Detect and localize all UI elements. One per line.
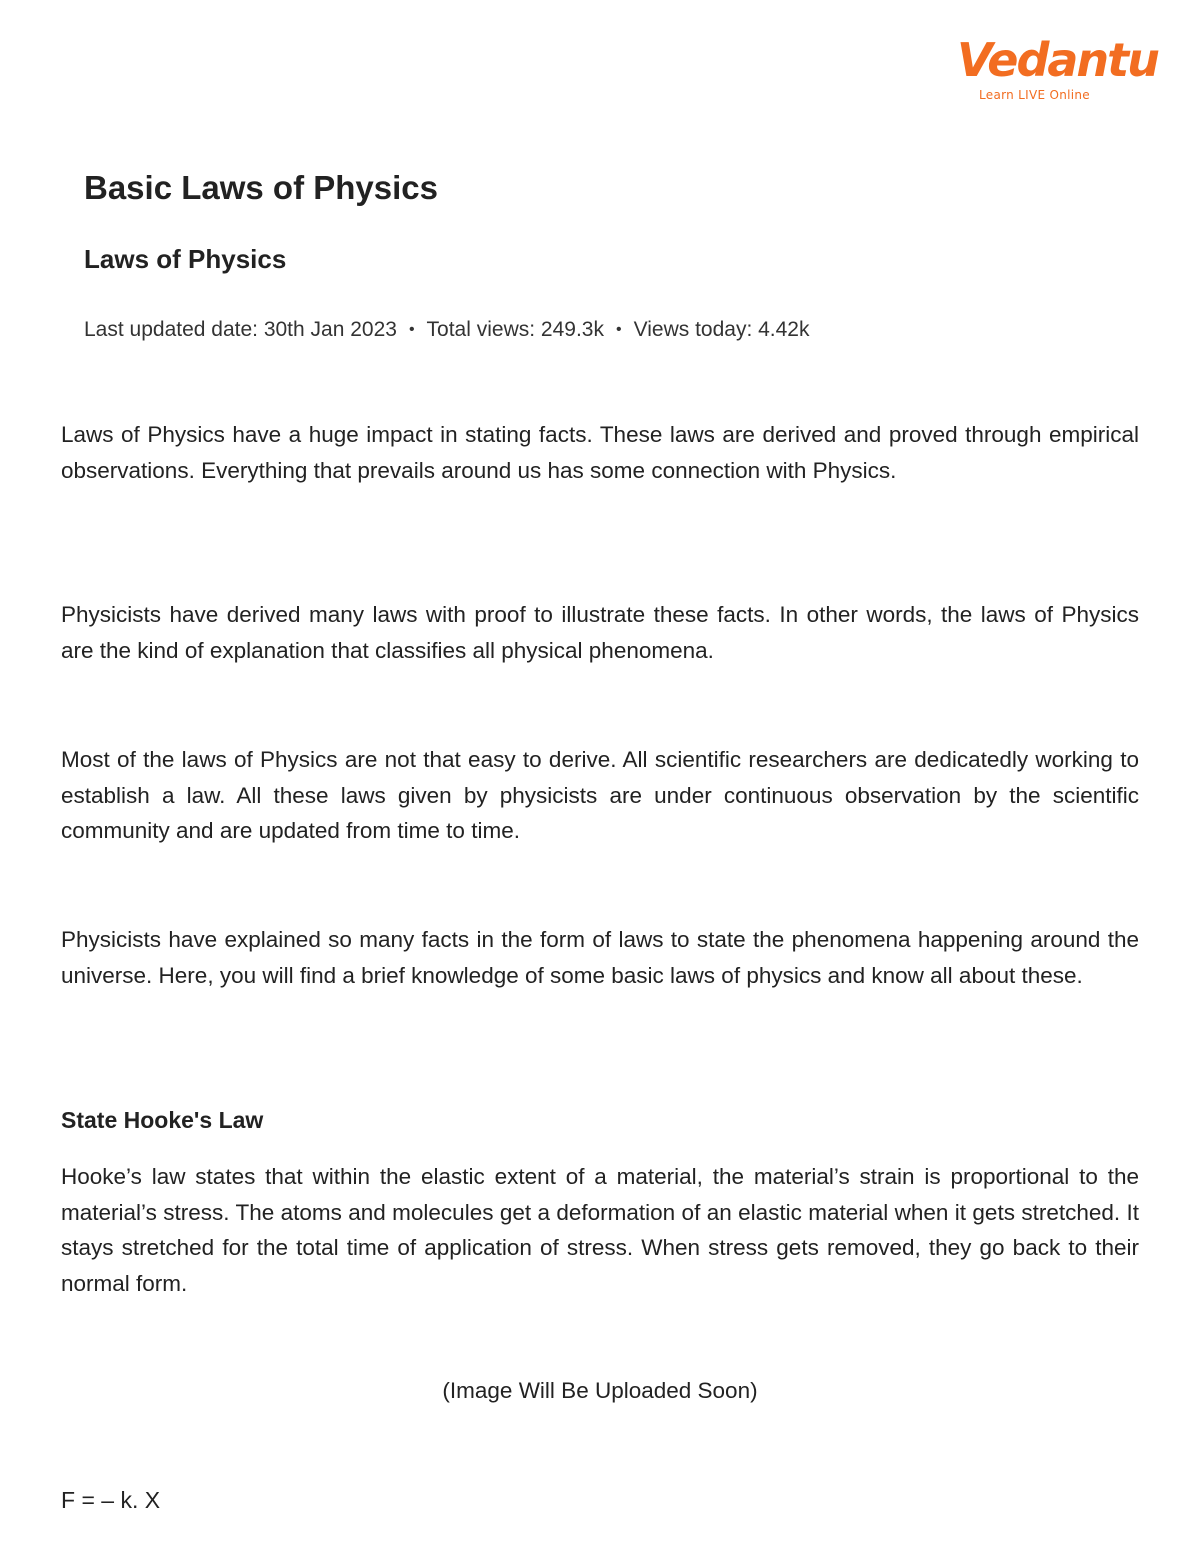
intro-paragraph-2: Physicists have derived many laws with proof to illustrate these facts. In other words, the laws of Physics are the kind of explanation that classifies all physical phenomena.	[61, 602, 1139, 663]
intro-paragraph-1: Laws of Physics have a huge impact in stating facts. These laws are derived and proved through empirical observations. Everything that prevails around us has some connection with Physics.	[61, 422, 1139, 483]
meta-separator: •	[615, 321, 622, 338]
views-today: Views today: 4.42k	[633, 318, 810, 341]
page-title: Basic Laws of Physics	[84, 169, 438, 206]
image-placeholder-text: (Image Will Be Uploaded Soon)	[442, 1378, 758, 1403]
logo-tagline: Learn LIVE Online	[979, 88, 1090, 102]
section-heading-hookes-law: State Hooke's Law	[61, 1107, 264, 1133]
vedantu-logo[interactable]	[955, 30, 1158, 110]
hookes-law-formula: F = – k. X	[61, 1487, 161, 1513]
intro-paragraph-3: Most of the laws of Physics are not that easy to derive. All scientific researchers are dedicatedly working to establish a law. All these laws given by physicists are under continuous observation by the scientific community and are updated from time to time.	[61, 747, 1139, 843]
total-views: Total views: 249.3k	[426, 318, 604, 341]
last-updated-date: Last updated date: 30th Jan 2023	[84, 318, 397, 341]
article-meta	[84, 316, 809, 344]
meta-separator: •	[408, 321, 415, 338]
page-subtitle: Laws of Physics	[84, 244, 287, 274]
intro-paragraph-4: Physicists have explained so many facts in the form of laws to state the phenomena happening around the universe. Here, you will find a brief knowledge of some basic laws of physics and know all about these.	[61, 927, 1139, 988]
logo-wordmark: Vedantu	[957, 33, 1158, 87]
hookes-law-paragraph: Hooke’s law states that within the elastic extent of a material, the material’s strain is proportional to the material’s stress. The atoms and molecules get a deformation of an elastic material when it gets stretched. It stays stretched for the total time of application of stress. When stress gets removed, they go back to their normal form.	[61, 1164, 1139, 1296]
